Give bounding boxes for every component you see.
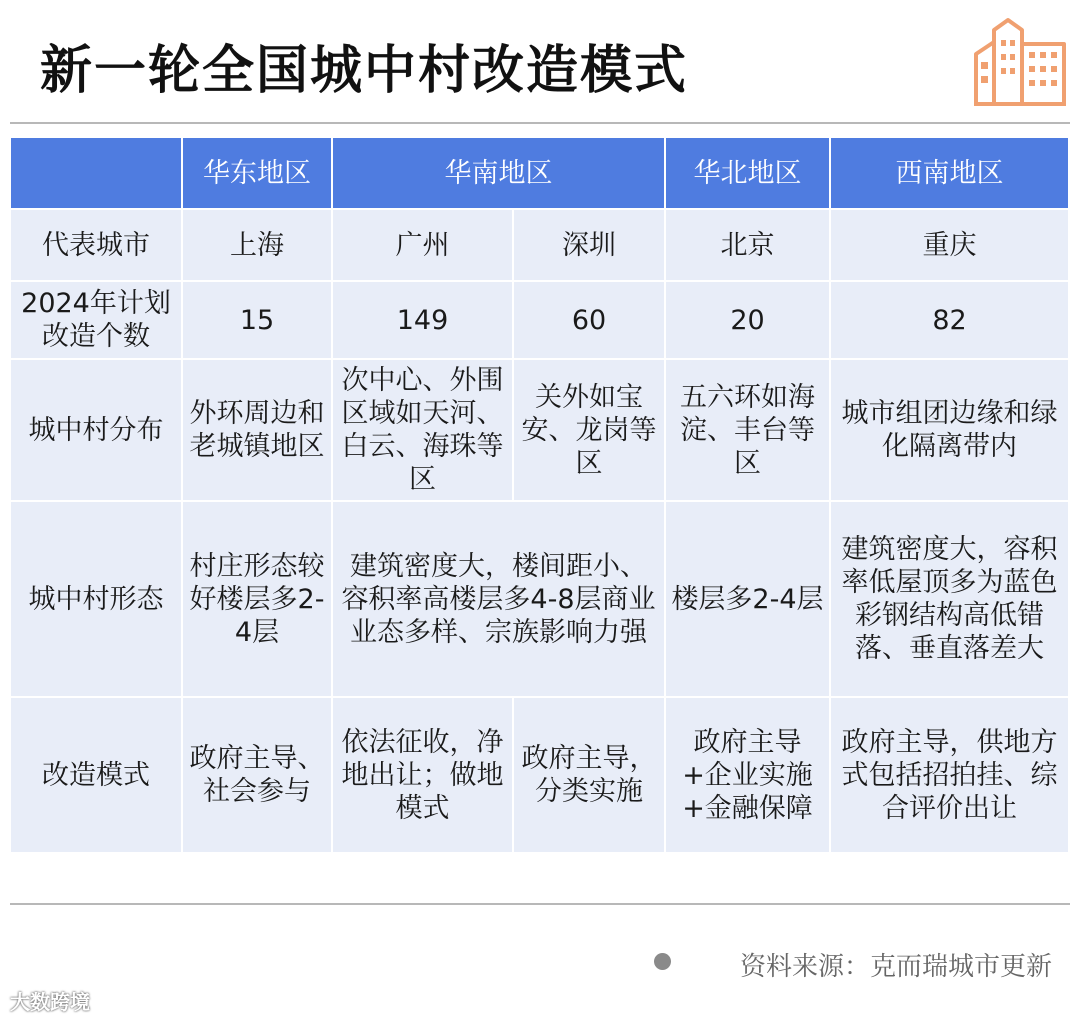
table-cell: 村庄形态较好楼层多2-4层 — [183, 502, 333, 698]
table-cell: 建筑密度大，容积率低屋顶多为蓝色彩钢结构高低错落、垂直落差大 — [831, 502, 1068, 698]
row-label: 代表城市 — [11, 210, 183, 282]
table-cell: 20 — [666, 282, 831, 360]
table-row — [11, 360, 1068, 502]
region-header: 华东地区 — [183, 138, 333, 210]
table-cell: 城市组团边缘和绿化隔离带内 — [831, 360, 1068, 502]
bottom-divider — [10, 903, 1070, 905]
table-cell: 广州 — [333, 210, 514, 282]
table-row — [11, 282, 1068, 360]
table-cell: 政府主导、社会参与 — [183, 698, 333, 854]
city-buildings-icon — [972, 14, 1068, 108]
region-header: 西南地区 — [831, 138, 1068, 210]
table-cell: 外环周边和老城镇地区 — [183, 360, 333, 502]
table-cell: 政府主导+企业实施+金融保障 — [666, 698, 831, 854]
source-note: 资料来源：克而瑞城市更新 — [739, 952, 1052, 982]
row-label: 改造模式 — [11, 698, 183, 854]
page-title: 新一轮全国城中村改造模式 — [40, 41, 689, 101]
top-divider — [10, 122, 1070, 124]
renovation-table — [11, 138, 1068, 854]
region-header: 华北地区 — [666, 138, 831, 210]
table-cell: 次中心、外围区域如天河、白云、海珠等区 — [333, 360, 514, 502]
table-cell: 149 — [333, 282, 514, 360]
row-label: 2024年计划改造个数 — [11, 282, 183, 360]
table-cell: 15 — [183, 282, 333, 360]
header-row — [11, 138, 1068, 210]
corner-cell — [11, 138, 183, 210]
table-cell: 深圳 — [514, 210, 666, 282]
table-cell: 北京 — [666, 210, 831, 282]
table-cell: 依法征收，净地出让；做地模式 — [333, 698, 514, 854]
table-cell: 政府主导，供地方式包括招拍挂、综合评价出让 — [831, 698, 1068, 854]
table-cell: 五六环如海淀、丰台等区 — [666, 360, 831, 502]
table-cell: 60 — [514, 282, 666, 360]
table-cell: 重庆 — [831, 210, 1068, 282]
table-cell: 82 — [831, 282, 1068, 360]
table-cell: 楼层多2-4层 — [666, 502, 831, 698]
watermark-logo: 大数跨境 — [10, 990, 90, 1014]
table-row — [11, 502, 1068, 698]
row-label: 城中村形态 — [11, 502, 183, 698]
table-row — [11, 210, 1068, 282]
table-cell: 关外如宝安、龙岗等区 — [514, 360, 666, 502]
bullet-dot — [654, 953, 671, 970]
region-header: 华南地区 — [333, 138, 666, 210]
table-row — [11, 698, 1068, 854]
table-cell: 建筑密度大，楼间距小、容积率高楼层多4-8层商业业态多样、宗族影响力强 — [333, 502, 666, 698]
table-cell: 上海 — [183, 210, 333, 282]
table-cell: 政府主导，分类实施 — [514, 698, 666, 854]
row-label: 城中村分布 — [11, 360, 183, 502]
